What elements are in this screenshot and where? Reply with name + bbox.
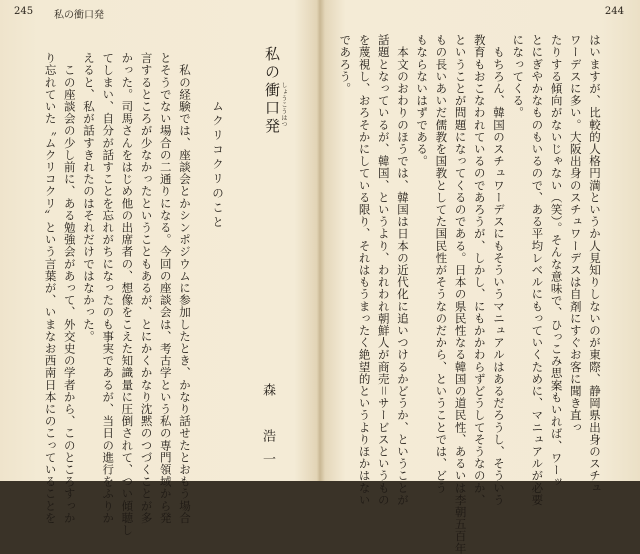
essay-title: 私の衝口発 — [263, 46, 281, 136]
left-page-body: 私の経験では、座談会とかシンポジウムに参加したとき、かなり話せたとおもう場合 とそうでない場合の二通りになる。今回の座談会は、考古学という私の専門領域から発 言するところが少なかったということもあるが、とにかくかなり沈黙のつづくことが多 かった。司馬さんをはじめ他の出席者の、想像をこえた知識量に圧倒されて、つい傾聴し てしまい、自分が話すことを忘れがちになったのも事実であるが、当日の進行をふりか えると、私が話すきれたのはそれだけではなかった。 この座談会の少し前に、ある勉強会があって、外交史の学者から、このところすっか り忘れていた〝ムクリコクリ〟という言葉が、いまなお西南日本にのこっていることを — [43, 52, 192, 536]
left-running-head: 私の衝口発 — [54, 10, 104, 21]
author-name: 森 浩一 — [260, 383, 275, 475]
essay-title-ruby: しょうこうはつ — [280, 82, 287, 128]
right-page-number: 244 — [604, 6, 624, 17]
essay-subtitle: ムクリコクリのこと — [211, 100, 225, 231]
right-page-body: はいますが、比較的人格円満というか人見知りしないのが東際、静岡県出身のスチュ ワーデスに多い。大阪出身のスチュワーデスは自剤にすぐお客に聞き直っ たりする傾向がないじゃない（笑）。そんな意味で、ひっこみ思案もいれば、ワーッ とにぎやかなものもいるので、ある平均レベルにもっていくために、マニュアルが必要 になってくる。 もちろん、韓国のスチュワーデスにもそういうマニュアルはあるだろうし、そういう 教育もおこなわれているのであろうが、しかし、にもかかわらずどうしてそうなのか、 ということが問題になってくるのである。日本の県民性なる韓国の道民性、あるいは李朝五百年 もの長いあいだ儒教を国教としてた国民性がそうなのだから、ということでは、どう もならないはずである。 本文のおわりのほうでは、韓国は日本の近代化に追いつけるかどうか、ということが 話題となっているが、韓国、というより、われわれ朝鮮人が商売＝サービスというもの を蔑視し、おろそかにしている限り、それはもうまったく絶望的というよりほかはない であろう。 — [338, 34, 602, 554]
left-page-number: 245 — [14, 6, 34, 17]
